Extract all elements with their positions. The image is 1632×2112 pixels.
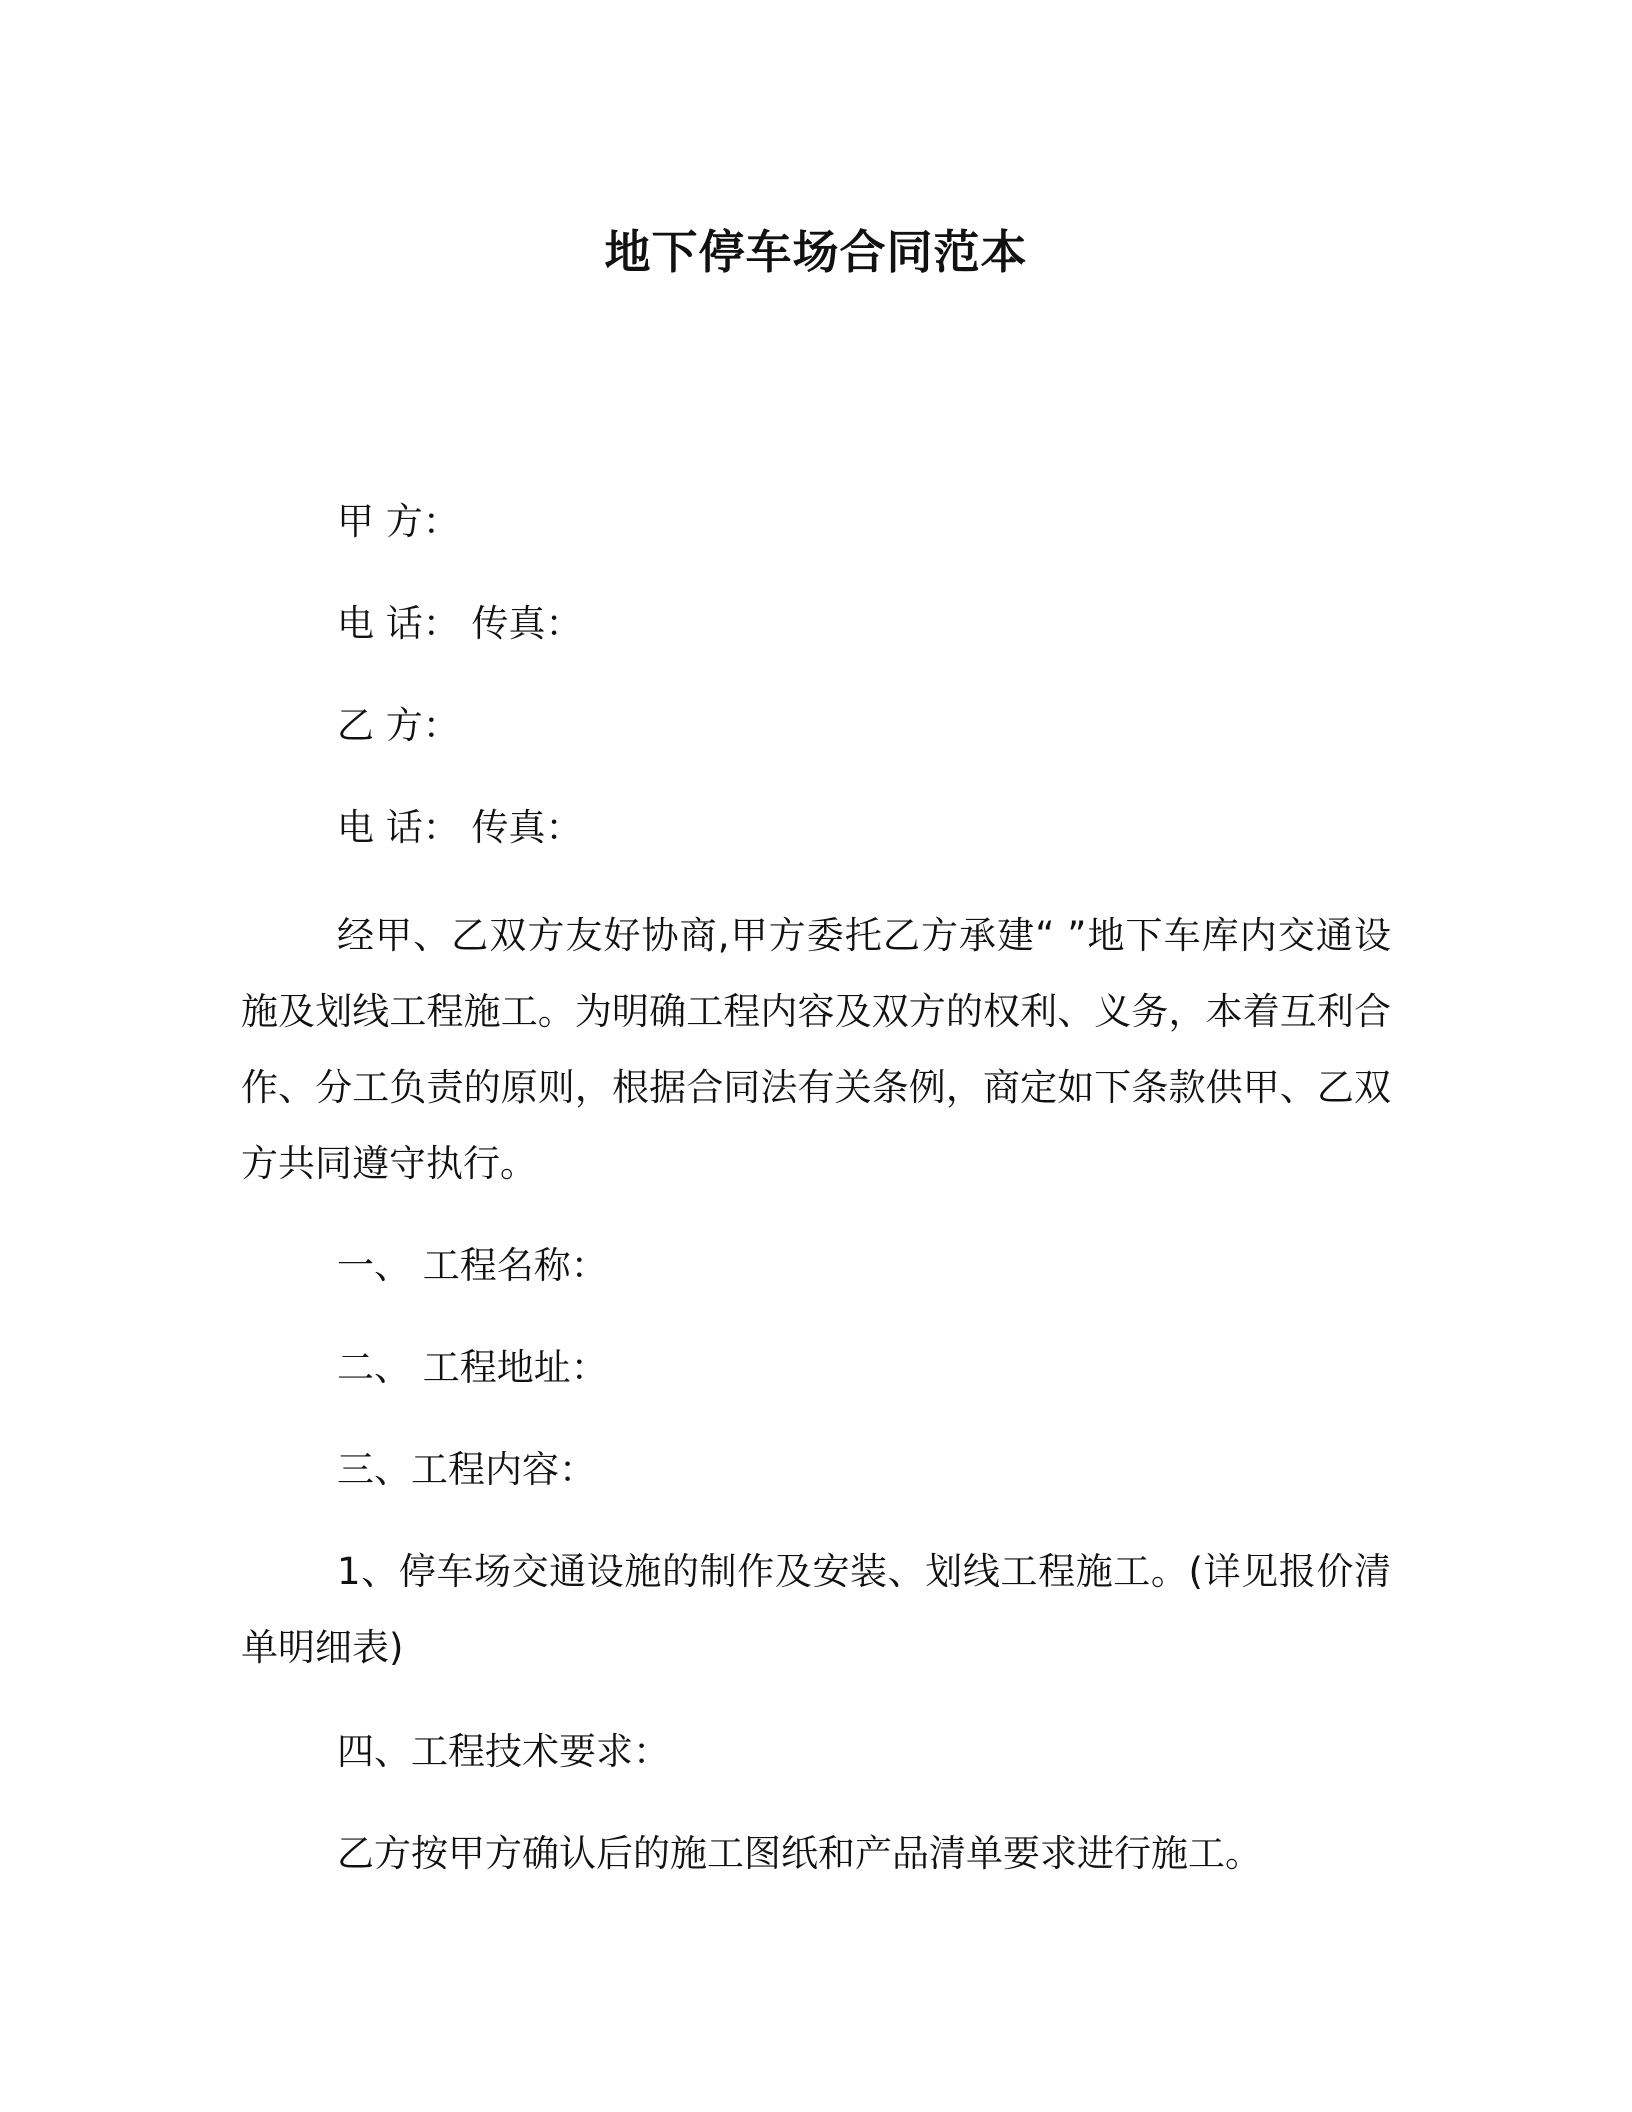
section-technical-requirements: 四、工程技术要求：	[337, 1730, 670, 1773]
party-a-label: 甲 方：	[337, 500, 460, 543]
intro-paragraph: 经甲、乙双方友好协商,甲方委托乙方承建“ ”地下车库内交通设施及划线工程施工。为明确工程内容及双方的权利、义务，本着互利合作、分工负责的原则，根据合同法有关条例，商定如下条款供甲、乙双方共同遵守执行。	[241, 914, 1391, 1185]
section-project-name: 一、 工程名称：	[337, 1244, 608, 1287]
content-item-1: 1、停车场交通设施的制作及安装、划线工程施工。(详见报价清单明细表)	[241, 1550, 1391, 1669]
section-project-address: 二、 工程地址：	[337, 1346, 608, 1389]
requirement-text: 乙方按甲方确认后的施工图纸和产品清单要求进行施工。	[337, 1832, 1262, 1875]
section-project-content: 三、工程内容：	[337, 1448, 596, 1491]
document-title: 地下停车场合同范本	[604, 225, 1028, 279]
party-b-contact: 电 话： 传真：	[337, 806, 583, 849]
party-b-label: 乙 方：	[337, 704, 460, 747]
party-a-contact: 电 话： 传真：	[337, 602, 583, 645]
